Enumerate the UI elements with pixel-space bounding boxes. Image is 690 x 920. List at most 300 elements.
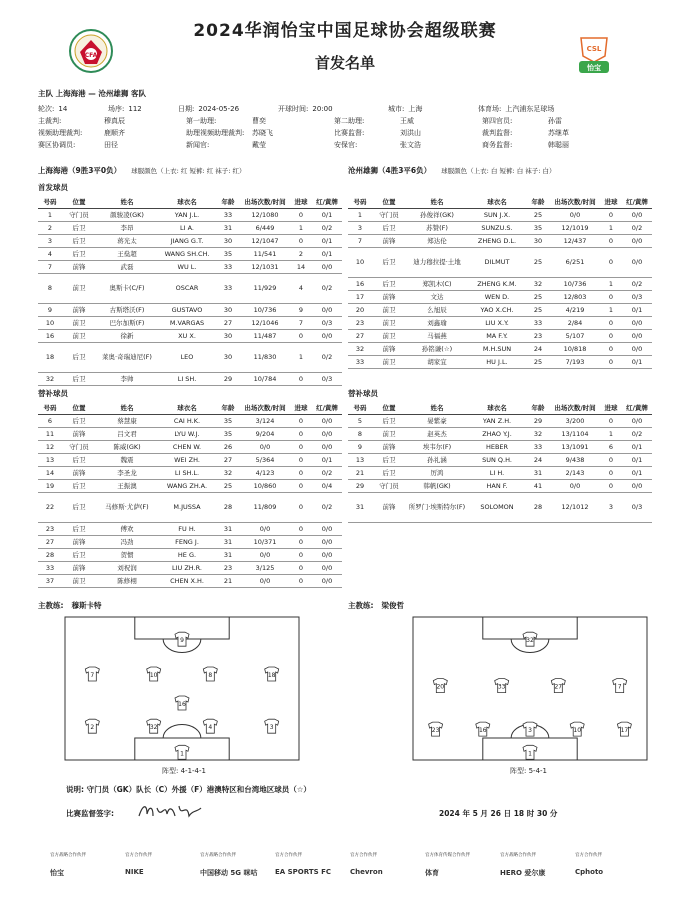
column-header: 出场次数/时间 <box>550 402 600 414</box>
sponsor-name: HERO 爱尔康 <box>500 869 546 877</box>
player-cell: 23 <box>38 522 62 535</box>
player-cell: 26 <box>216 440 240 453</box>
home-subs-table <box>38 402 342 588</box>
player-cell: 3 <box>38 234 62 247</box>
player-cell: 1 <box>600 303 622 316</box>
player-cell: 13/1104 <box>550 427 600 440</box>
player-cell: 0/0 <box>240 440 290 453</box>
jersey-number: 7 <box>617 683 622 691</box>
away-team-name: 沧州雄狮（4胜3平6负） <box>348 166 432 175</box>
player-cell: 0 <box>600 316 622 329</box>
player-cell: 10/736 <box>240 303 290 316</box>
player-cell: 徐新 <box>96 329 158 342</box>
column-header: 号码 <box>38 402 62 414</box>
column-header: 出场次数/时间 <box>240 402 290 414</box>
player-cell: 12/1080 <box>240 208 290 221</box>
player-cell: 4/219 <box>550 303 600 316</box>
player-row <box>348 414 652 427</box>
player-cell: DILMUT <box>468 247 526 277</box>
player-cell: 14 <box>38 466 62 479</box>
match-info-field <box>388 104 478 114</box>
player-cell: 后卫 <box>62 492 96 522</box>
player-cell: WU L. <box>158 260 216 273</box>
player-cell: 31 <box>216 522 240 535</box>
sponsor-logo <box>500 852 580 878</box>
player-cell: LIU ZH.R. <box>158 561 216 574</box>
player-row <box>348 440 652 453</box>
page-subtitle: 首发名单 <box>314 54 375 72</box>
match-info-row <box>38 115 658 127</box>
player-row <box>38 247 342 260</box>
player-cell: 马修斯·尤萨(F) <box>96 492 158 522</box>
match-info-field <box>478 104 638 114</box>
player-cell: 16 <box>348 277 372 290</box>
player-cell: 后卫 <box>62 479 96 492</box>
player-cell: CHEN X.H. <box>158 574 216 587</box>
player-cell: 郑达伦 <box>406 234 468 247</box>
player-cell: 13 <box>38 453 62 466</box>
player-cell: 3 <box>600 492 622 522</box>
player-cell: 守门员 <box>372 479 406 492</box>
sponsor-logo <box>425 852 505 878</box>
sign-datetime: 2024 年 5 月 26 日 18 时 30 分 <box>439 809 558 818</box>
column-header: 位置 <box>62 402 96 414</box>
player-cell: FENG J. <box>158 535 216 548</box>
match-info-value: 韩聪丽 <box>548 141 569 149</box>
handwritten-signature <box>135 798 205 824</box>
player-cell: LEO <box>158 342 216 372</box>
sponsor-name: Chevron <box>350 868 383 876</box>
player-cell: 12/1031 <box>240 260 290 273</box>
player-cell: 守门员 <box>62 208 96 221</box>
player-cell: 前锋 <box>62 535 96 548</box>
player-cell: 10/818 <box>550 342 600 355</box>
match-info-value: 张文浩 <box>400 141 421 149</box>
player-cell: 0/0 <box>240 574 290 587</box>
match-info-value: 苏继革 <box>548 129 569 137</box>
player-cell: 0/0 <box>622 414 652 427</box>
player-cell: 0/1 <box>312 208 342 221</box>
player-cell: 6 <box>38 414 62 427</box>
player-cell: 0/2 <box>312 221 342 234</box>
home-team-header <box>38 165 246 176</box>
player-cell: 前锋 <box>62 427 96 440</box>
jersey-number: 16 <box>478 727 487 735</box>
player-cell: 0 <box>600 290 622 303</box>
player-cell: ZHAO Y.J. <box>468 427 526 440</box>
player-row <box>348 355 652 368</box>
player-cell: LI A. <box>158 221 216 234</box>
player-cell: 10/860 <box>240 479 290 492</box>
player-cell: 6/449 <box>240 221 290 234</box>
match-info-value: 20:00 <box>312 105 333 113</box>
match-teams-line: 主队 上海海港 — 沧州雄狮 客队 <box>38 89 146 98</box>
home-coach <box>38 600 102 611</box>
player-cell: 29 <box>526 414 550 427</box>
match-info-label: 主裁判: <box>38 117 62 125</box>
player-cell: 0/1 <box>312 234 342 247</box>
table-header-row <box>38 402 342 414</box>
player-cell: 奥斯卡(C/F) <box>96 273 158 303</box>
player-cell: SUN Q.H. <box>468 453 526 466</box>
player-cell: 傅欢 <box>96 522 158 535</box>
table-header-row <box>348 402 652 414</box>
player-cell: 41 <box>526 479 550 492</box>
player-cell: 4 <box>38 247 62 260</box>
player-cell: 莱奥·奇瑞迪尼(F) <box>96 342 158 372</box>
player-cell: 23 <box>348 316 372 329</box>
cfa-logo-text: CFA <box>84 52 98 59</box>
player-cell: 0/1 <box>622 303 652 316</box>
player-cell: 0/0 <box>622 316 652 329</box>
match-info-label: 城市: <box>388 105 405 113</box>
player-cell: 0/2 <box>312 466 342 479</box>
player-cell: 后卫 <box>62 221 96 234</box>
player-cell: WEN D. <box>468 290 526 303</box>
player-cell: 30 <box>216 234 240 247</box>
player-row <box>348 277 652 290</box>
player-cell: 0 <box>290 208 312 221</box>
match-info-rows <box>38 103 658 151</box>
player-cell: 21 <box>216 574 240 587</box>
player-cell: XU X. <box>158 329 216 342</box>
player-row <box>38 234 342 247</box>
player-cell: 后卫 <box>62 372 96 385</box>
match-info-field <box>334 128 482 138</box>
player-cell: ZHENG D.L. <box>468 234 526 247</box>
player-cell: 10/371 <box>240 535 290 548</box>
column-header: 球衣名 <box>158 402 216 414</box>
column-header: 进球 <box>600 402 622 414</box>
player-row <box>348 329 652 342</box>
player-cell: 蔡慧康 <box>96 414 158 427</box>
player-cell: 30 <box>526 234 550 247</box>
jersey-number: 4 <box>208 724 213 732</box>
player-cell: 1 <box>600 221 622 234</box>
player-cell: 0/1 <box>622 453 652 466</box>
player-cell: 0 <box>290 522 312 535</box>
player-cell: 马福燕 <box>406 329 468 342</box>
jersey-number: 16 <box>178 701 186 708</box>
player-cell: 前卫 <box>62 329 96 342</box>
player-cell: 33 <box>216 208 240 221</box>
player-cell: 前卫 <box>62 574 96 587</box>
match-info-field <box>482 128 630 138</box>
jersey-number: 32 <box>149 724 158 732</box>
player-cell: 11 <box>38 427 62 440</box>
player-row <box>38 208 342 221</box>
match-info-label: 视频助理裁判: <box>38 129 83 137</box>
match-info-field <box>186 128 334 138</box>
match-info-field <box>38 116 186 126</box>
player-cell: 0/1 <box>622 355 652 368</box>
column-header: 球衣名 <box>468 402 526 414</box>
player-cell: 25 <box>526 290 550 303</box>
match-info-value: 戴莹 <box>252 141 266 149</box>
match-info-value: 上汽浦东足球场 <box>505 105 555 113</box>
column-header: 进球 <box>290 196 312 208</box>
player-cell: 35 <box>216 247 240 260</box>
player-cell: 前锋 <box>372 290 406 303</box>
player-cell: 后卫 <box>372 466 406 479</box>
column-header: 位置 <box>62 196 96 208</box>
player-cell: 0/0 <box>550 479 600 492</box>
match-info-label: 体育场: <box>478 105 502 113</box>
player-cell: 0/2 <box>312 273 342 303</box>
match-info-value: 上海 <box>408 105 423 113</box>
column-header: 姓名 <box>96 196 158 208</box>
sponsor-strip <box>50 852 650 892</box>
player-cell: 前卫 <box>372 427 406 440</box>
player-cell: 0 <box>600 355 622 368</box>
player-cell: SUN J.X. <box>468 208 526 221</box>
player-cell: 32 <box>526 277 550 290</box>
player-cell: 9/204 <box>240 427 290 440</box>
player-cell: 0 <box>600 479 622 492</box>
csl-logo-text: CSL <box>586 45 602 53</box>
player-row <box>348 234 652 247</box>
player-cell: 7 <box>38 260 62 273</box>
player-cell: 0 <box>290 574 312 587</box>
player-cell: 埃韦尔(F) <box>406 440 468 453</box>
player-cell: 4/123 <box>240 466 290 479</box>
player-cell: 后卫 <box>62 548 96 561</box>
player-row <box>38 440 342 453</box>
player-cell: 11/541 <box>240 247 290 260</box>
home-subs-title: 替补球员 <box>38 389 68 398</box>
player-cell: 0/3 <box>622 492 652 522</box>
player-cell: 0/0 <box>312 303 342 316</box>
player-row <box>38 492 342 522</box>
legend-note: 说明: 守门员（GK）队长（C）外援（F）港澳特区和台湾地区球员（☆） <box>66 785 311 794</box>
jersey-number: 10 <box>573 727 582 735</box>
player-cell: 0/0 <box>312 260 342 273</box>
sponsor-name: NIKE <box>125 868 144 876</box>
player-cell: 27 <box>38 535 62 548</box>
player-row <box>38 453 342 466</box>
match-info-field <box>334 140 482 150</box>
player-cell: 0 <box>290 535 312 548</box>
player-cell: 刘祝润 <box>96 561 158 574</box>
player-cell: 0 <box>290 414 312 427</box>
player-cell: 2 <box>290 247 312 260</box>
player-cell: 0/4 <box>312 479 342 492</box>
player-cell: 11/487 <box>240 329 290 342</box>
player-cell: 前卫 <box>62 316 96 329</box>
player-cell: 前锋 <box>372 342 406 355</box>
player-cell: 27 <box>216 316 240 329</box>
match-info-value: 王威 <box>400 117 414 125</box>
player-cell: 3/124 <box>240 414 290 427</box>
player-row <box>38 414 342 427</box>
player-cell: 0/0 <box>622 479 652 492</box>
player-row <box>348 303 652 316</box>
player-cell: 胡家宜 <box>406 355 468 368</box>
match-info-value: 鹿顺齐 <box>104 129 125 137</box>
player-cell: 27 <box>216 453 240 466</box>
player-cell: 31 <box>348 492 372 522</box>
away-starters-table <box>348 196 652 369</box>
match-info-value: 曹奕 <box>252 117 266 125</box>
player-cell: 6/251 <box>550 247 600 277</box>
player-cell: MA F.Y. <box>468 329 526 342</box>
player-cell: 0 <box>290 440 312 453</box>
player-cell: 后卫 <box>372 247 406 277</box>
column-header: 年龄 <box>216 402 240 414</box>
jersey-number: 7 <box>90 672 95 679</box>
sponsor-name: 怡宝 <box>50 869 64 877</box>
player-row <box>38 427 342 440</box>
player-cell: 8 <box>348 427 372 440</box>
sponsor-role: 官方合作伙伴 <box>575 853 602 858</box>
player-cell: M.JUSSA <box>158 492 216 522</box>
match-info-value: 田径 <box>104 141 118 149</box>
player-cell: JIANG G.T. <box>158 234 216 247</box>
jersey-number: 23 <box>431 727 440 735</box>
match-info <box>38 88 658 151</box>
sponsor-name: 体育 <box>425 869 439 877</box>
player-cell: LIU X.Y. <box>468 316 526 329</box>
player-cell: 0 <box>290 466 312 479</box>
player-cell: YAN Z.H. <box>468 414 526 427</box>
player-cell: OSCAR <box>158 273 216 303</box>
match-info-label: 助理视频助理裁判: <box>186 129 245 137</box>
player-cell: HU J.L. <box>468 355 526 368</box>
player-cell: 0/3 <box>312 316 342 329</box>
player-cell: 9 <box>290 303 312 316</box>
player-cell: 0/0 <box>312 535 342 548</box>
page-title: 2024华润怡宝中国足球协会超级联赛 <box>193 21 497 41</box>
player-cell: 0/0 <box>622 342 652 355</box>
player-cell: 孙礼涵 <box>406 453 468 466</box>
player-row <box>38 574 342 587</box>
player-row <box>38 316 342 329</box>
player-cell: 么旭辰 <box>406 303 468 316</box>
sponsor-logo <box>200 852 280 878</box>
player-row <box>348 316 652 329</box>
report-header <box>0 0 690 90</box>
player-cell: 31 <box>216 535 240 548</box>
player-cell: 6 <box>600 440 622 453</box>
player-cell: 5 <box>348 414 372 427</box>
sponsor-name: Cphoto <box>575 868 604 876</box>
player-cell: 18 <box>38 342 62 372</box>
home-coach-label: 主教练: <box>38 601 64 610</box>
player-cell: 前锋 <box>62 260 96 273</box>
player-cell: LYU W.J. <box>158 427 216 440</box>
player-cell: 所罗门·埃斯特尔(F) <box>406 492 468 522</box>
player-cell: 李帅 <box>96 372 158 385</box>
player-cell: 陈威(GK) <box>96 440 158 453</box>
home-starters-table <box>38 196 342 386</box>
player-row <box>38 535 342 548</box>
player-cell: 14 <box>290 260 312 273</box>
match-info-label: 新闻官: <box>186 141 210 149</box>
player-row <box>38 479 342 492</box>
column-header: 红/黄牌 <box>312 196 342 208</box>
player-cell: 王燊超 <box>96 247 158 260</box>
player-cell: 0 <box>600 234 622 247</box>
player-cell: FU H. <box>158 522 216 535</box>
player-row <box>38 466 342 479</box>
player-cell: 吕文君 <box>96 427 158 440</box>
match-info-field <box>334 116 482 126</box>
column-header: 位置 <box>372 402 406 414</box>
player-cell: 后卫 <box>62 247 96 260</box>
player-cell: 11/929 <box>240 273 290 303</box>
player-row <box>38 561 342 574</box>
match-info-field <box>108 104 178 114</box>
away-kit: 球服颜色（上衣: 白 短裤: 白 袜子: 白） <box>441 167 556 175</box>
column-header: 出场次数/时间 <box>240 196 290 208</box>
player-cell: 0 <box>600 414 622 427</box>
column-header: 球衣名 <box>158 196 216 208</box>
player-cell: 1 <box>600 427 622 440</box>
player-row <box>348 453 652 466</box>
match-info-field <box>482 140 630 150</box>
player-cell: 5/364 <box>240 453 290 466</box>
player-cell: M.H.SUN <box>468 342 526 355</box>
player-cell: 21 <box>348 466 372 479</box>
match-info-row <box>38 139 658 151</box>
match-info-field <box>482 116 630 126</box>
away-coach-label: 主教练: <box>348 601 374 610</box>
away-team-header <box>348 165 556 176</box>
table-header-row <box>348 196 652 208</box>
player-cell: 3 <box>348 221 372 234</box>
player-cell: 5/107 <box>550 329 600 342</box>
player-cell: 12/1019 <box>550 221 600 234</box>
player-cell: 2/84 <box>550 316 600 329</box>
player-cell: 33 <box>526 440 550 453</box>
column-header: 位置 <box>372 196 406 208</box>
player-cell: SOLOMON <box>468 492 526 522</box>
player-cell: 0 <box>290 492 312 522</box>
player-cell: 孙铭谦(☆) <box>406 342 468 355</box>
player-cell: 陈修栩 <box>96 574 158 587</box>
player-cell: CHEN W. <box>158 440 216 453</box>
player-cell: 蒋光太 <box>96 234 158 247</box>
match-info-label: 场序: <box>108 105 125 113</box>
player-row <box>348 492 652 522</box>
player-row <box>38 372 342 385</box>
sponsor-role: 官方战略合作伙伴 <box>500 853 536 858</box>
player-cell: 前锋 <box>372 492 406 522</box>
player-cell: 35 <box>216 427 240 440</box>
player-cell: 32 <box>348 342 372 355</box>
match-info-field <box>38 104 108 114</box>
player-cell: 前卫 <box>372 329 406 342</box>
player-cell: 魏震 <box>96 453 158 466</box>
column-header: 年龄 <box>526 402 550 414</box>
player-cell: 25 <box>526 247 550 277</box>
player-row <box>38 260 342 273</box>
player-cell: M.VARGAS <box>158 316 216 329</box>
player-cell: 25 <box>526 208 550 221</box>
column-header: 红/黄牌 <box>622 196 652 208</box>
player-cell: 28 <box>526 492 550 522</box>
match-info-label: 轮次: <box>38 105 55 113</box>
player-cell: 8 <box>38 273 62 303</box>
player-cell: 19 <box>38 479 62 492</box>
player-cell: 前卫 <box>372 316 406 329</box>
player-cell: 后卫 <box>62 522 96 535</box>
player-cell: 0/0 <box>312 548 342 561</box>
player-cell: 古斯塔沃(F) <box>96 303 158 316</box>
player-cell: 30 <box>216 329 240 342</box>
player-cell: 11/809 <box>240 492 290 522</box>
player-cell: 0/0 <box>550 208 600 221</box>
